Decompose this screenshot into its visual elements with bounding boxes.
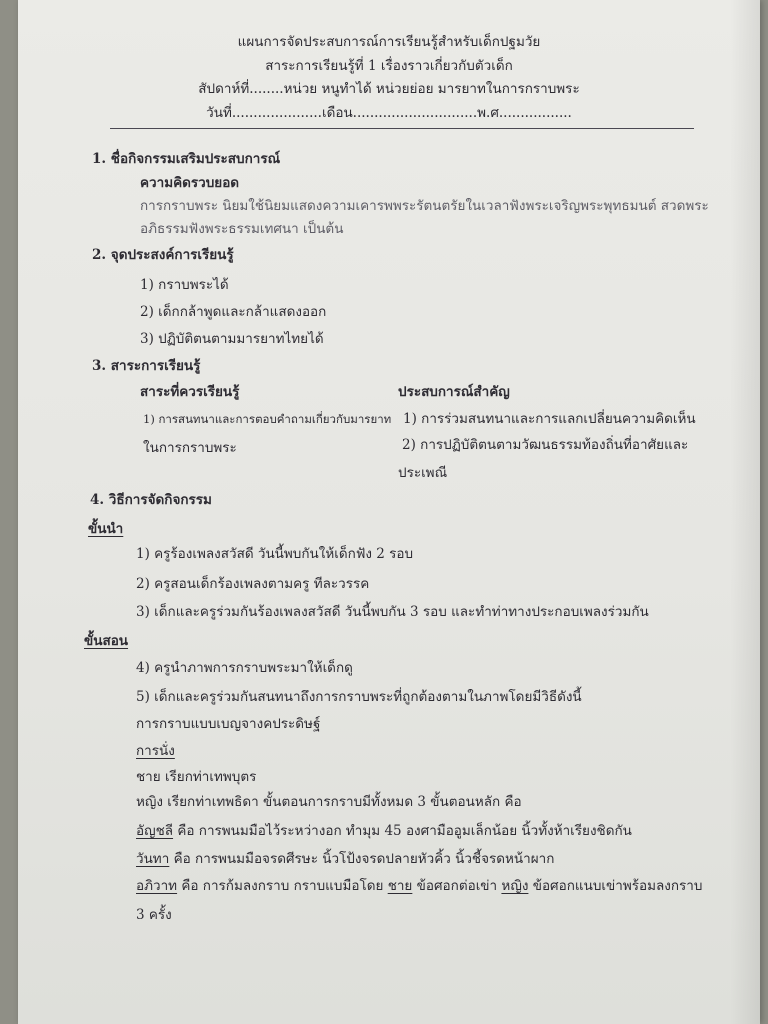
- sitting-label: การนั่ง: [136, 743, 175, 759]
- teaching-item-4: 4) ครูนำภาพการกราบพระมาให้เด็กดู: [136, 660, 353, 676]
- header-divider: [110, 128, 694, 129]
- content-item-1-line-2: ในการกราบพระ: [143, 440, 237, 456]
- male-posture-line: ชาย เรียกท่าเทพบุตร: [136, 769, 257, 785]
- intro-item-3: 3) เด็กและครูร่วมกันร้องเพลงสวัสดี วันนี้พบกัน 3 รอบ และทำท่าทางประกอบเพลงร่วมกัน: [136, 604, 649, 620]
- anjali-term: อัญชลี: [136, 823, 174, 839]
- section-3-heading: 3. สาระการเรียนรู้: [92, 358, 201, 374]
- page-edge-shadow: [730, 0, 760, 1024]
- wantha-term: วันทา: [136, 851, 170, 867]
- aphiwat-description-c: ข้อศอกแนบเข่าพร้อมลงกราบ: [528, 878, 703, 894]
- paper-sheet: [18, 0, 760, 1024]
- experience-item-2: 2) การปฏิบัติตนตามวัฒนธรรมท้องถิ่นที่อาศัยและ: [402, 437, 689, 453]
- plan-subject: สาระการเรียนรู้ที่ 1 เรื่องราวเกี่ยวกับตัวเด็ก: [265, 58, 513, 74]
- content-item-1-line-1: 1) การสนทนาและการตอบคำถามเกี่ยวกับมารยาท: [143, 412, 392, 426]
- anjali-description: คือ การพนมมือไว้ระหว่างอก ทำมุม 45 องศามืออูมเล็กน้อย นิ้วทั้งห้าเรียงชิดกัน: [173, 823, 632, 839]
- wantha-description: คือ การพนมมือจรดศีรษะ นิ้วโป้งจรดปลายหัวคิ้ว นิ้วชี้จรดหน้าผาก: [169, 851, 555, 867]
- experience-item-2-cont: ประเพณี: [398, 465, 448, 481]
- experience-item-1: 1) การร่วมสนทนาและการแลกเปลี่ยนความคิดเห็น: [403, 411, 696, 427]
- section-1-heading: 1. ชื่อกิจกรรมเสริมประสบการณ์: [92, 151, 281, 167]
- teaching-item-5: 5) เด็กและครูร่วมกันสนทนาถึงการกราบพระที่ถูกต้องตามในภาพโดยมีวิธีดังนี้: [136, 689, 582, 705]
- female-word: หญิง: [501, 878, 529, 894]
- wantha-line: [136, 850, 554, 868]
- concept-heading: ความคิดรวบยอด: [140, 175, 240, 191]
- section-4-heading: 4. วิธีการจัดกิจกรรม: [90, 492, 212, 508]
- plan-title: แผนการจัดประสบการณ์การเรียนรู้สำหรับเด็กปฐมวัย: [237, 34, 541, 50]
- aphiwat-description-b: ข้อศอกต่อเข่า: [412, 878, 502, 894]
- teaching-step-label: ขั้นสอน: [84, 633, 129, 649]
- aphiwat-term: อภิวาท: [136, 878, 178, 894]
- objective-item-3: 3) ปฏิบัติตนตามมารยาทไทยได้: [140, 331, 324, 347]
- female-posture-line: หญิง เรียกท่าเทพธิดา ขั้นตอนการกราบมีทั้งหมด 3 ขั้นตอนหลัก คือ: [136, 794, 522, 810]
- male-word: ชาย: [387, 878, 413, 894]
- method-title: การกราบแบบเบญจางคประดิษฐ์: [136, 716, 321, 732]
- plan-date-line: วันที่.....................เดือน.............................พ.ศ.................: [206, 105, 572, 121]
- objective-item-2: 2) เด็กกล้าพูดและกล้าแสดงออก: [140, 304, 327, 320]
- section-2-heading: 2. จุดประสงค์การเรียนรู้: [92, 247, 234, 263]
- anjali-line: [136, 822, 632, 840]
- intro-step-label: ขั้นนำ: [88, 521, 124, 537]
- objective-item-1: 1) กราบพระได้: [140, 277, 229, 293]
- intro-item-2: 2) ครูสอนเด็กร้องเพลงตามครู ทีละวรรค: [136, 576, 370, 592]
- intro-item-1: 1) ครูร้องเพลงสวัสดี วันนี้พบกันให้เด็กฟัง 2 รอบ: [136, 546, 414, 562]
- aphiwat-last-line: 3 ครั้ง: [136, 907, 172, 923]
- aphiwat-line: [136, 877, 702, 895]
- experience-column-heading: ประสบการณ์สำคัญ: [398, 384, 510, 400]
- plan-week-unit: สัปดาห์ที่........หน่วย หนูทำได้ หน่วยย่อย มารยาทในการกราบพระ: [198, 81, 580, 97]
- aphiwat-description-a: คือ การก้มลงกราบ กราบแบมือโดย: [177, 878, 388, 894]
- concept-body-line-1: การกราบพระ นิยมใช้นิยมแสดงความเคารพพระรัตนตรัยในเวลาฟังพระเจริญพระพุทธมนต์ สวดพระ: [140, 198, 709, 214]
- concept-body-line-2: อภิธรรมฟังพระธรรมเทศนา เป็นต้น: [140, 221, 344, 237]
- content-column-heading: สาระที่ควรเรียนรู้: [140, 384, 240, 400]
